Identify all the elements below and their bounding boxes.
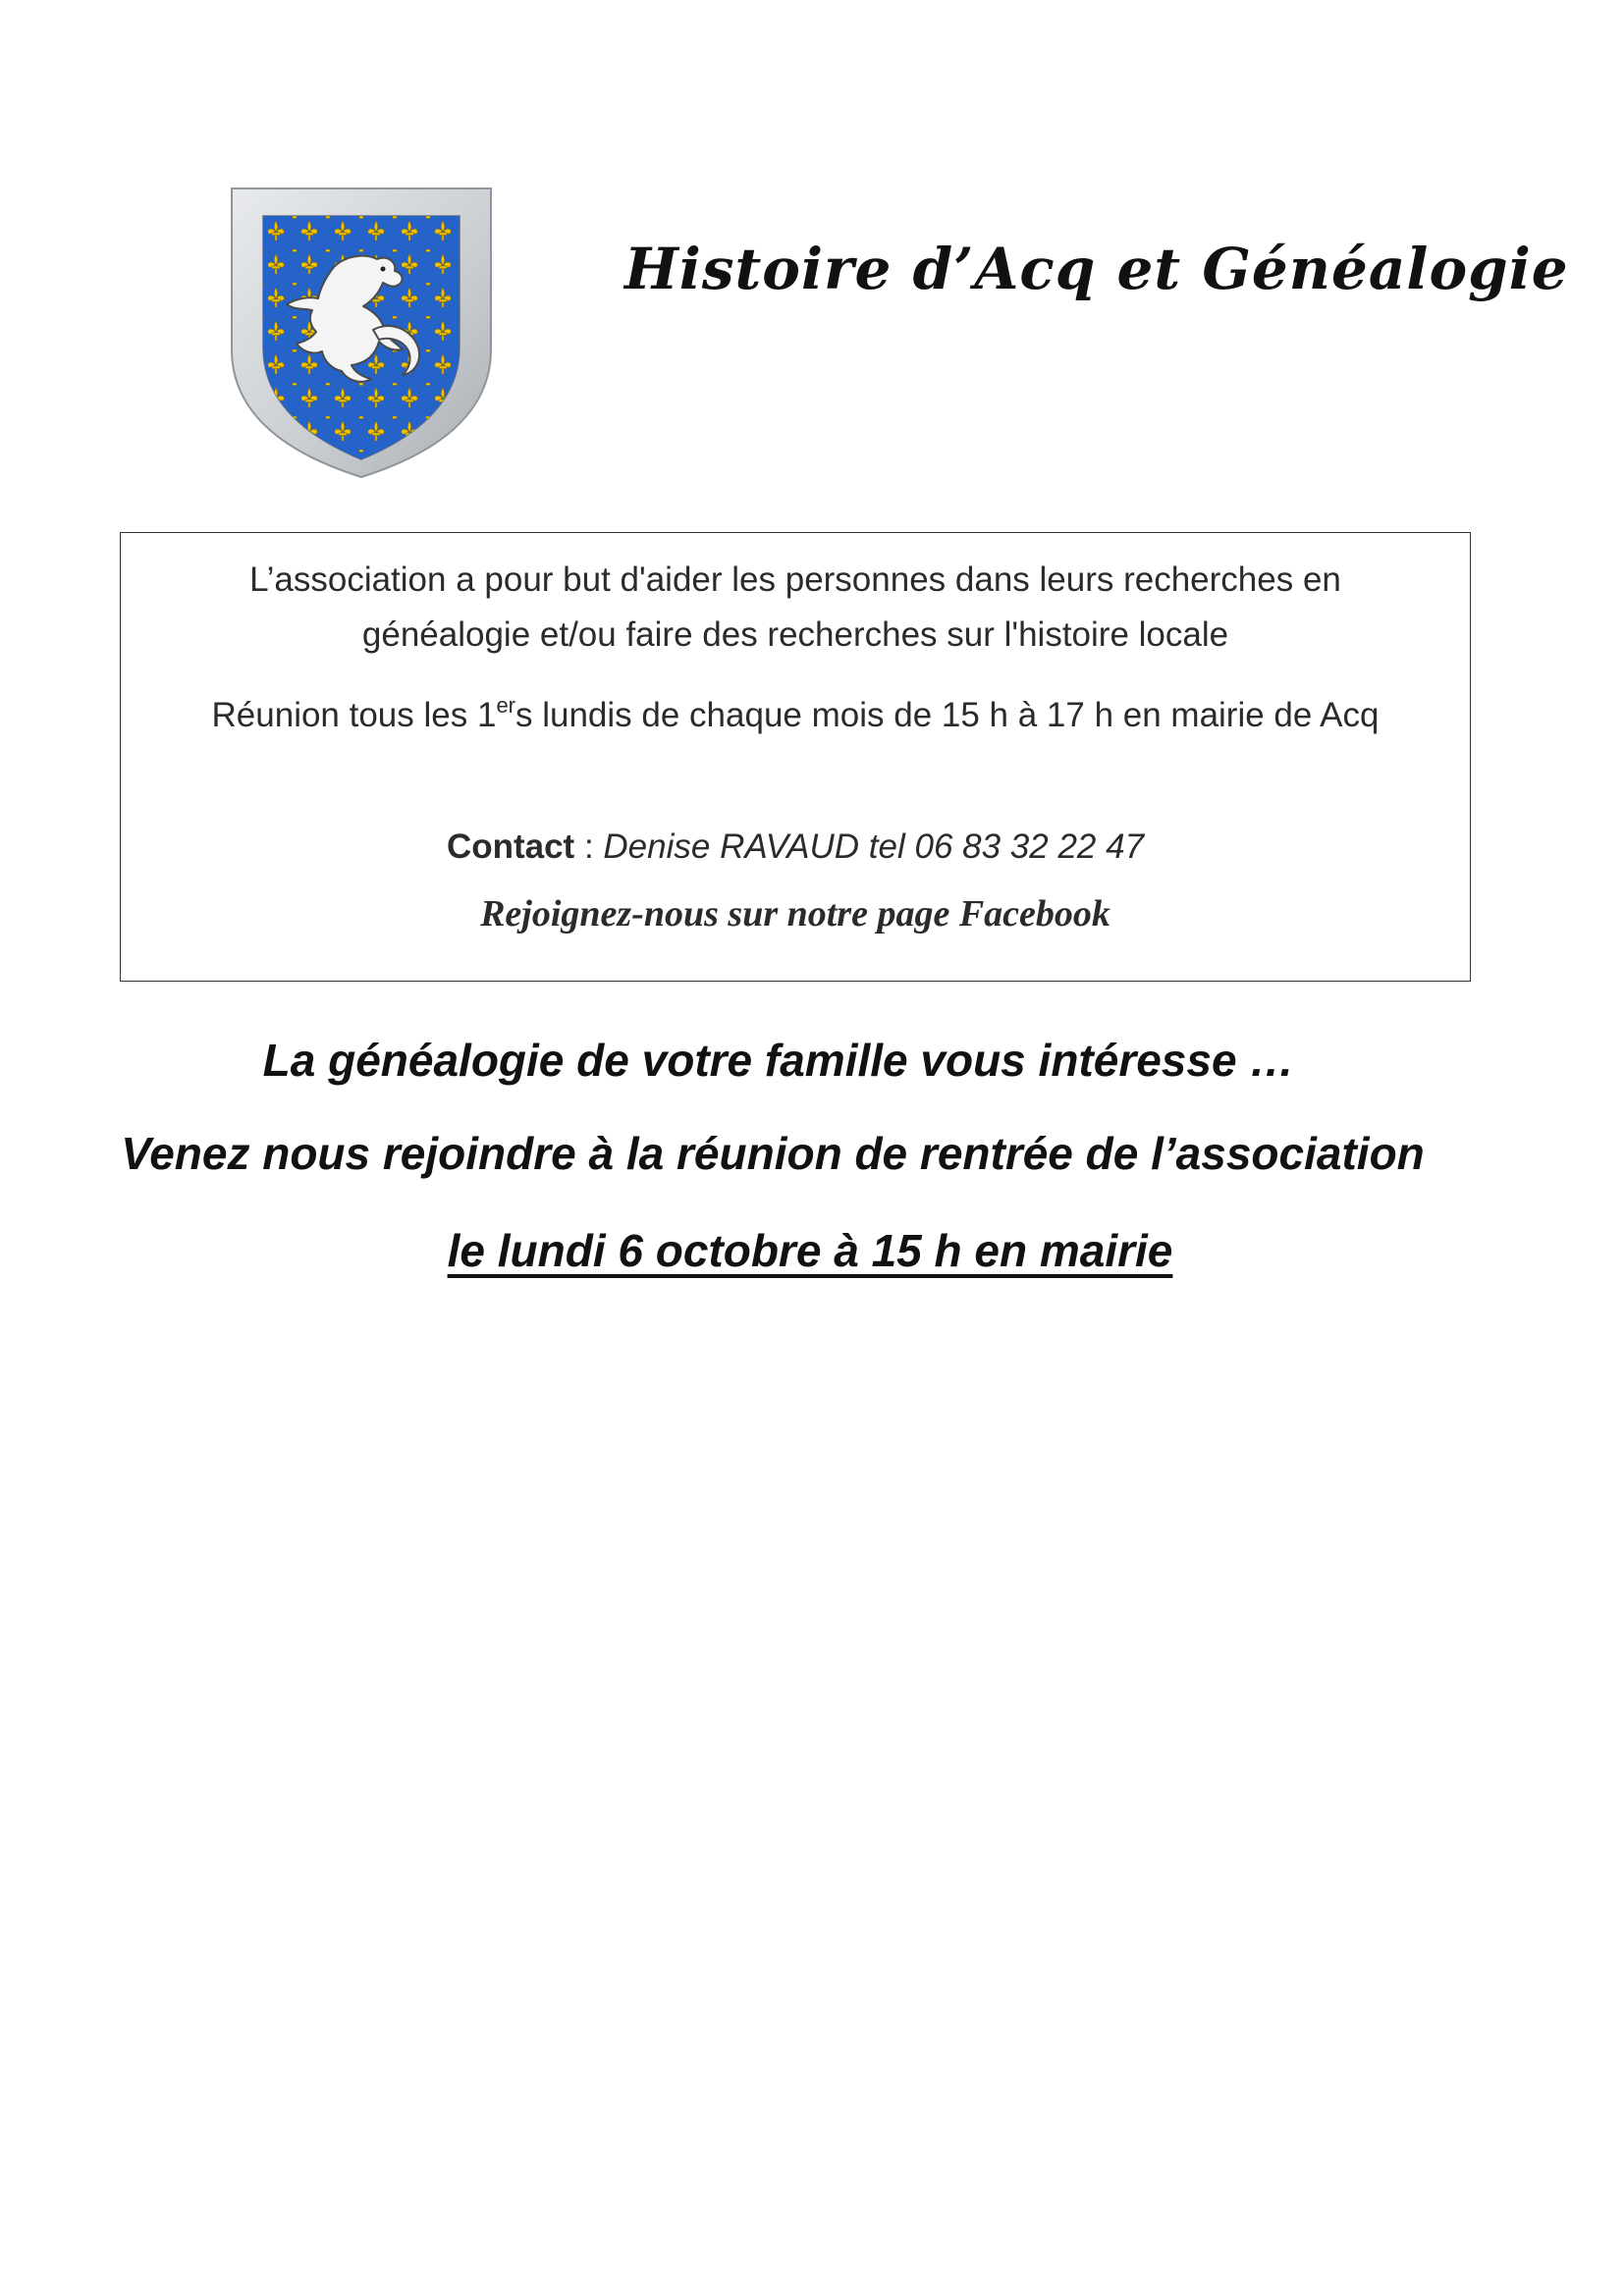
announcement-line-2: Venez nous rejoindre à la réunion de rentrée de l’association xyxy=(121,1128,1425,1179)
association-info-box xyxy=(120,532,1471,982)
purpose-line-2: généalogie et/ou faire des recherches sur l'histoire locale xyxy=(361,615,1229,654)
site-title: Histoire d’Acq et Généalogie xyxy=(624,236,1569,302)
announcement-date-line: le lundi 6 octobre à 15 h en mairie xyxy=(447,1225,1173,1276)
announcement-line-1: La généalogie de votre famille vous intéresse … xyxy=(262,1035,1295,1086)
contact-value: Denise RAVAUD tel 06 83 32 22 47 xyxy=(603,828,1145,866)
contact-line xyxy=(121,820,1470,875)
contact-separator: : xyxy=(574,828,604,866)
meeting-text-start: Réunion tous les 1 xyxy=(211,696,497,734)
facebook-invite: Rejoignez-nous sur notre page Facebook xyxy=(480,893,1110,934)
coat-of-arms-shield-icon xyxy=(226,183,497,481)
purpose-line-1: L’association a pour but d'aider les personnes dans leurs recherches en xyxy=(249,561,1341,599)
contact-label: Contact xyxy=(446,828,575,866)
meeting-ordinal-suffix: er xyxy=(496,693,515,718)
purpose-text xyxy=(121,533,1470,663)
meeting-text-end: s lundis de chaque mois de 15 h à 17 h en mairie de Acq xyxy=(515,696,1380,734)
meeting-schedule xyxy=(121,688,1470,743)
